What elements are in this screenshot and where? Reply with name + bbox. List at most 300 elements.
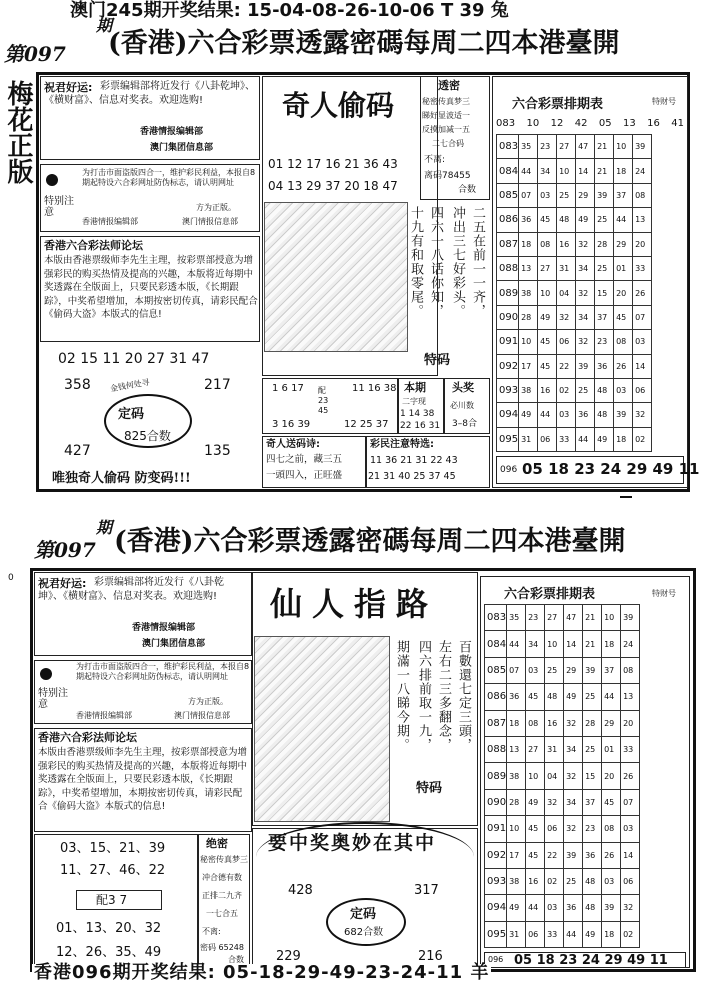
table-cell: 06 <box>526 921 545 947</box>
table-cell: 08 <box>538 232 557 256</box>
table-row <box>497 183 652 207</box>
table-cell: 39 <box>621 605 640 631</box>
table-cell: 44 <box>602 684 621 710</box>
table-cell: 17 <box>507 842 526 868</box>
table-cell: 32 <box>576 281 595 305</box>
table-cell: 04 <box>545 763 564 789</box>
issue-tag: 期 <box>96 16 113 35</box>
mini-mid: 配 23 45 <box>318 386 329 415</box>
greeting-sign1-2: 香港情报编辑部 <box>132 623 196 633</box>
greeting-body-2: 彩票编辑部将近发行《八卦乾坤》、《横财富》、信息对奖表。欢迎选购! <box>38 577 224 602</box>
dingma-n4: 135 <box>204 443 231 459</box>
table-cell: 14 <box>621 842 640 868</box>
table-cell: 44 <box>564 921 583 947</box>
table-cell: 48 <box>583 868 602 894</box>
verse2-col-1: 期滿一八睇今期。 <box>394 640 409 752</box>
notice-body-2: 为打击市面盗版四合一，维护彩民利益，本报自8期起特设六合彩网址防伪标志，请认明网址 <box>76 662 250 681</box>
secret2-l3: 正排二九齐 <box>202 891 242 900</box>
dingma2-n3: 229 <box>276 949 301 964</box>
dingma-tags: 金钱何处寻 <box>109 377 151 394</box>
row-index: 087 <box>485 710 507 736</box>
table-cell: 44 <box>576 427 595 451</box>
table-cell: 06 <box>557 330 576 354</box>
table-row <box>485 710 640 736</box>
table-cell: 48 <box>557 208 576 232</box>
table-row <box>497 208 652 232</box>
center-title: 奇人偷码 <box>282 89 395 122</box>
table-cell: 06 <box>538 427 557 451</box>
table-cell: 47 <box>564 605 583 631</box>
table-cell: 32 <box>576 330 595 354</box>
table-row <box>497 256 652 280</box>
table-cell: 13 <box>633 208 652 232</box>
dingma-label: 定码 <box>118 407 145 422</box>
center-nums1: 01 12 17 16 21 36 43 <box>268 157 398 171</box>
benqi-n1: 1 14 38 <box>400 409 435 419</box>
table-cell: 39 <box>602 895 621 921</box>
table-cell: 13 <box>519 256 538 280</box>
table-cell: 39 <box>614 403 633 427</box>
table-cell: 49 <box>576 208 595 232</box>
table-cell: 21 <box>583 631 602 657</box>
table-cell: 27 <box>538 256 557 280</box>
last-row-idx: 096 <box>500 465 518 475</box>
row-index: 092 <box>497 354 519 378</box>
table-cell: 07 <box>633 305 652 329</box>
table-cell: 06 <box>633 378 652 402</box>
result-line: 澳门245期开奖结果: 15-04-08-26-10-06 T 39 兔 <box>70 0 509 21</box>
table-cell: 45 <box>526 842 545 868</box>
table-cell: 04 <box>557 281 576 305</box>
verse-col-1: 十九有和取零尾。 <box>408 206 423 318</box>
secret-l6: 离码78455 <box>424 171 471 181</box>
table-head-cell: 083 <box>496 118 516 129</box>
table-row <box>485 763 640 789</box>
dingma-oval-2 <box>326 898 406 946</box>
table-cell: 03 <box>621 816 640 842</box>
table-cell: 10 <box>614 135 633 159</box>
table-head-cell: 13 <box>622 118 636 129</box>
row-index: 090 <box>485 789 507 815</box>
toujiang-rng: 3–8合 <box>452 419 477 429</box>
table-cell: 29 <box>564 657 583 683</box>
last-row-nums: 05 18 23 24 29 49 11 <box>522 460 700 478</box>
row-index: 095 <box>497 427 519 451</box>
secret-box <box>420 76 490 200</box>
nums-2-3: 01、13、20、32 <box>56 921 162 936</box>
table-cell: 25 <box>545 657 564 683</box>
row-index: 083 <box>485 605 507 631</box>
table-cell: 37 <box>602 657 621 683</box>
table-cell: 35 <box>519 135 538 159</box>
table-cell: 39 <box>564 842 583 868</box>
table-cell: 36 <box>564 895 583 921</box>
qiren-l1: 四七之前，藏三五 <box>266 454 343 465</box>
table-cell: 16 <box>526 868 545 894</box>
table-cell: 03 <box>557 403 576 427</box>
table-cell: 28 <box>519 305 538 329</box>
table-cell: 48 <box>545 684 564 710</box>
table-cell: 29 <box>614 232 633 256</box>
side-title: 梅花正版 <box>3 80 33 184</box>
table-cell: 32 <box>564 816 583 842</box>
table-cell: 20 <box>602 763 621 789</box>
dingma-n3: 427 <box>64 443 91 459</box>
verse-col-3: 冲出三七好彩头。 <box>450 206 465 318</box>
greeting-sign2-2: 澳门集团信息部 <box>142 639 206 649</box>
table-cell: 44 <box>526 895 545 921</box>
table-cell: 32 <box>564 763 583 789</box>
table-cell: 29 <box>576 183 595 207</box>
table-head-row <box>496 118 684 134</box>
table-cell: 23 <box>583 816 602 842</box>
row-index: 084 <box>485 631 507 657</box>
nums-2-0: 03、15、21、39 <box>60 841 166 856</box>
notice-right2: 澳门情报信息部 <box>182 217 238 226</box>
verse2-col-2: 四六排前取一九， <box>416 640 431 752</box>
table-cell: 06 <box>621 868 640 894</box>
table-cell: 44 <box>507 631 526 657</box>
table-cell: 25 <box>583 736 602 762</box>
arc-text: 要中奖奥妙在其中 <box>268 832 437 854</box>
table-cell: 08 <box>526 710 545 736</box>
secret2-l7: 合数 <box>228 955 244 964</box>
secret2-l5: 不离: <box>202 927 221 936</box>
table-cell: 02 <box>545 868 564 894</box>
table-cell: 48 <box>595 378 614 402</box>
table-cell: 25 <box>595 208 614 232</box>
table-row <box>497 403 652 427</box>
table-cell: 39 <box>576 354 595 378</box>
forum-body: 本版由香港票级师李先生主理，按彩票部授意为增强彩民的购买热情及提高的兴趣，本版将近每期中奖透露在全版面上，只要民彩透本版，《长期跟踪》，中奖希望增加，本期按密切传真，请彩民配合《偷码大盗》本版式的信息! <box>44 255 258 320</box>
table-cell: 10 <box>519 330 538 354</box>
table-cell: 27 <box>557 135 576 159</box>
table-cell: 31 <box>519 427 538 451</box>
notice-body: 为打击市面盗版四合一，维护彩民利益，本报自8期起特设六合彩网址防伪标志，请认明网址 <box>82 168 256 187</box>
table-cell: 17 <box>519 354 538 378</box>
table-cell: 38 <box>507 763 526 789</box>
table-cell: 37 <box>583 789 602 815</box>
corner-zero: 0 <box>8 573 14 583</box>
table-tag: 特财号 <box>652 97 676 106</box>
table-cell: 44 <box>519 159 538 183</box>
table-cell: 08 <box>602 816 621 842</box>
table-cell: 03 <box>633 330 652 354</box>
table-head-cell: 05 <box>598 118 612 129</box>
divider <box>620 496 632 498</box>
table-cell: 32 <box>621 895 640 921</box>
table-cell: 31 <box>557 256 576 280</box>
row-index: 086 <box>485 684 507 710</box>
table-row <box>485 789 640 815</box>
table-cell: 38 <box>519 281 538 305</box>
greeting-sign1: 香港情报编辑部 <box>140 127 204 137</box>
table-tag-2: 特财号 <box>652 589 676 598</box>
caimin-l2: 21 31 40 25 37 45 <box>368 471 456 482</box>
table-cell: 44 <box>614 208 633 232</box>
table-cell: 39 <box>583 657 602 683</box>
table-cell: 21 <box>595 159 614 183</box>
greeting-head-2: 祝君好运: <box>38 577 87 590</box>
table-cell: 21 <box>595 135 614 159</box>
page-title-2: (香港)六合彩票透露密碼每周二四本港臺開 <box>114 526 626 557</box>
table-cell: 32 <box>633 403 652 427</box>
greeting-head: 祝君好运: <box>44 81 93 94</box>
toujiang-sub: 必川数 <box>450 401 474 410</box>
last-row-idx-2: 096 <box>488 955 504 964</box>
notice-tag-2: 特别注意 <box>38 688 68 710</box>
last-row-nums-2: 05 18 23 24 29 49 11 <box>514 953 668 968</box>
row-index: 091 <box>485 816 507 842</box>
table-cell: 10 <box>545 631 564 657</box>
table-cell: 45 <box>602 789 621 815</box>
table-cell: 28 <box>583 710 602 736</box>
table-cell: 36 <box>576 403 595 427</box>
table-cell: 49 <box>595 427 614 451</box>
table-cell: 16 <box>538 378 557 402</box>
benqi-label: 本期 <box>404 381 426 394</box>
schedule-table <box>496 134 652 452</box>
table-head-cell: 41 <box>671 118 684 129</box>
table-cell: 31 <box>507 921 526 947</box>
table-cell: 18 <box>602 631 621 657</box>
table-cell: 16 <box>545 710 564 736</box>
table-cell: 03 <box>538 183 557 207</box>
table-cell: 25 <box>557 183 576 207</box>
row-index: 083 <box>497 135 519 159</box>
table-cell: 27 <box>545 605 564 631</box>
schedule-table-2 <box>484 604 640 948</box>
table-row <box>497 281 652 305</box>
table-row <box>497 378 652 402</box>
qiren-l2: 一頭四入，正旺盛 <box>266 470 343 481</box>
row-index: 090 <box>497 305 519 329</box>
verse2-col-3: 左右二三多翻念， <box>436 640 451 752</box>
qiren-label: 奇人送码诗: <box>266 439 320 450</box>
table-cell: 33 <box>633 256 652 280</box>
table-cell: 07 <box>519 183 538 207</box>
forum-body-2: 本版由香港票级师李先生主理，按彩票部授意为增强彩民的购买热情及提高的兴趣，本版将近每期中奖透露在全版面上，只要民彩透本版，《长期跟踪》，中奖希望增加，本期按密切传真，请彩民配合《偷码大盗》本版式的信息! <box>38 747 248 812</box>
dingma-center: 825合数 <box>124 429 171 443</box>
footer-result: 香港096期开奖结果: 05-18-29-49-23-24-11 羊 <box>34 962 490 983</box>
table-cell: 49 <box>538 305 557 329</box>
table-cell: 32 <box>545 789 564 815</box>
table-title: 六合彩票排期表 <box>512 97 604 112</box>
table-cell: 03 <box>545 895 564 921</box>
mini-a1: 1 6 17 <box>272 383 304 394</box>
verse-col-4: 二五在前一一齐， <box>470 206 485 318</box>
table-cell: 29 <box>602 710 621 736</box>
table-cell: 20 <box>614 281 633 305</box>
table-row <box>497 305 652 329</box>
table-cell: 28 <box>507 789 526 815</box>
issue-number-2: 第097 <box>34 538 96 562</box>
illustration-thief <box>264 202 408 352</box>
secret-l5: 不离: <box>424 155 446 165</box>
row-index: 085 <box>497 183 519 207</box>
table-row <box>497 354 652 378</box>
table-head-cell: 16 <box>647 118 660 129</box>
table-cell: 03 <box>526 657 545 683</box>
slogan: 唯独奇人偷码 防变码!!! <box>52 471 191 486</box>
row-index: 088 <box>497 256 519 280</box>
table-cell: 48 <box>583 895 602 921</box>
table-cell: 45 <box>614 305 633 329</box>
table-cell: 15 <box>583 763 602 789</box>
table-cell: 24 <box>633 159 652 183</box>
table-cell: 07 <box>507 657 526 683</box>
table-cell: 45 <box>526 684 545 710</box>
verse-col-2: 四六一八话你知， <box>428 206 443 318</box>
notice-tag: 特别注意 <box>44 196 74 218</box>
row-index: 092 <box>485 842 507 868</box>
tema-label-2: 特码 <box>416 781 443 796</box>
notice-right1: 方为正版。 <box>196 203 236 212</box>
table-row <box>485 631 640 657</box>
table-row <box>497 330 652 354</box>
row-index: 088 <box>485 736 507 762</box>
table-cell: 45 <box>526 816 545 842</box>
row-index: 086 <box>497 208 519 232</box>
row-index: 085 <box>485 657 507 683</box>
table-cell: 38 <box>519 378 538 402</box>
table-head-cell: 12 <box>550 118 564 129</box>
table-head-cell: 42 <box>574 118 588 129</box>
table-cell: 10 <box>557 159 576 183</box>
table-row <box>485 842 640 868</box>
table-cell: 32 <box>557 305 576 329</box>
center-nums2: 04 13 29 37 20 18 47 <box>268 179 398 193</box>
row-index: 084 <box>497 159 519 183</box>
table-cell: 27 <box>526 736 545 762</box>
secret-l2: 睇好显波适一 <box>422 111 470 120</box>
table-cell: 15 <box>595 281 614 305</box>
table-row <box>497 159 652 183</box>
page-title: (香港)六合彩票透露密碼每周二四本港臺開 <box>108 28 620 59</box>
table-cell: 10 <box>538 281 557 305</box>
table-cell: 49 <box>564 684 583 710</box>
toujiang-label: 头奖 <box>452 381 474 394</box>
dingma2-n1: 428 <box>288 883 313 898</box>
table-cell: 28 <box>595 232 614 256</box>
bomb-icon <box>46 174 58 186</box>
table-cell: 23 <box>538 135 557 159</box>
table-cell: 25 <box>583 684 602 710</box>
nums-row: 02 15 11 20 27 31 47 <box>58 351 210 367</box>
table-cell: 22 <box>545 842 564 868</box>
nums-2-1: 11、27、46、22 <box>60 863 166 878</box>
table-cell: 03 <box>602 868 621 894</box>
table-cell: 45 <box>538 354 557 378</box>
table-cell: 48 <box>595 403 614 427</box>
table-cell: 26 <box>633 281 652 305</box>
table-cell: 31 <box>545 736 564 762</box>
table-cell: 34 <box>538 159 557 183</box>
secret2-l6: 密码 65248 <box>200 943 244 952</box>
table-cell: 34 <box>576 305 595 329</box>
secret2-l1: 秘密传真梦三 <box>200 855 248 864</box>
mini-a2: 3 16 39 <box>272 419 311 430</box>
table-cell: 33 <box>621 736 640 762</box>
table-cell: 18 <box>602 921 621 947</box>
table-cell: 13 <box>507 736 526 762</box>
table-cell: 07 <box>621 789 640 815</box>
table-row <box>485 868 640 894</box>
secret-head: 透密 <box>438 79 460 92</box>
table-row <box>485 684 640 710</box>
table-cell: 20 <box>633 232 652 256</box>
table-cell: 49 <box>507 895 526 921</box>
secret-l4: 二七合码 <box>432 139 464 148</box>
table-cell: 36 <box>507 684 526 710</box>
table-cell: 26 <box>621 763 640 789</box>
table-cell: 10 <box>602 605 621 631</box>
table-cell: 02 <box>633 427 652 451</box>
table-cell: 08 <box>621 657 640 683</box>
table-cell: 49 <box>526 789 545 815</box>
table-cell: 25 <box>564 868 583 894</box>
secret-l1: 秘密传真梦三 <box>422 97 470 106</box>
verse2-col-4: 百數還七定三頭， <box>456 640 471 752</box>
table-cell: 39 <box>595 183 614 207</box>
dingma2-n2: 317 <box>414 883 439 898</box>
secret2-l2: 冲合德有数 <box>202 873 242 882</box>
table-cell: 34 <box>576 256 595 280</box>
table-cell: 32 <box>564 710 583 736</box>
table-cell: 32 <box>576 232 595 256</box>
table-cell: 01 <box>602 736 621 762</box>
notice-left2: 香港情报编辑部 <box>82 217 138 226</box>
issue-number: 第097 <box>4 42 66 66</box>
center-title-2: 仙人指路 <box>270 585 439 623</box>
illustration-immortal <box>254 636 390 822</box>
caimin-l1: 11 36 21 31 22 43 <box>370 455 458 466</box>
mini-b1: 11 16 38 <box>352 383 397 394</box>
row-index: 095 <box>485 921 507 947</box>
benqi-sub: 二字现 <box>402 397 426 406</box>
table-cell: 23 <box>526 605 545 631</box>
table-cell: 22 <box>557 354 576 378</box>
table-cell: 39 <box>633 135 652 159</box>
benqi-n2: 22 16 31 <box>400 421 441 431</box>
notice-right1-2: 方为正版。 <box>188 697 228 706</box>
dingma-center-2: 682合数 <box>344 927 384 938</box>
table-cell: 45 <box>538 330 557 354</box>
table-cell: 10 <box>507 816 526 842</box>
table-cell: 25 <box>595 256 614 280</box>
table-cell: 24 <box>621 631 640 657</box>
bomb-icon-2 <box>40 668 52 680</box>
row-index: 089 <box>497 281 519 305</box>
table-cell: 21 <box>583 605 602 631</box>
row-index: 093 <box>485 868 507 894</box>
table-cell: 03 <box>614 378 633 402</box>
table-head-cell: 10 <box>526 118 540 129</box>
dingma-n1: 358 <box>64 377 91 393</box>
forum-head-2: 香港六合彩法师论坛 <box>38 731 137 744</box>
table-cell: 14 <box>564 631 583 657</box>
table-cell: 14 <box>633 354 652 378</box>
table-cell: 25 <box>576 378 595 402</box>
table-row <box>485 605 640 631</box>
table-cell: 13 <box>621 684 640 710</box>
table-cell: 34 <box>526 631 545 657</box>
table-row <box>485 736 640 762</box>
table-row <box>485 895 640 921</box>
table-title-2: 六合彩票排期表 <box>504 587 596 602</box>
row-index: 091 <box>497 330 519 354</box>
greeting-sign2: 澳门集团信息部 <box>150 143 214 153</box>
